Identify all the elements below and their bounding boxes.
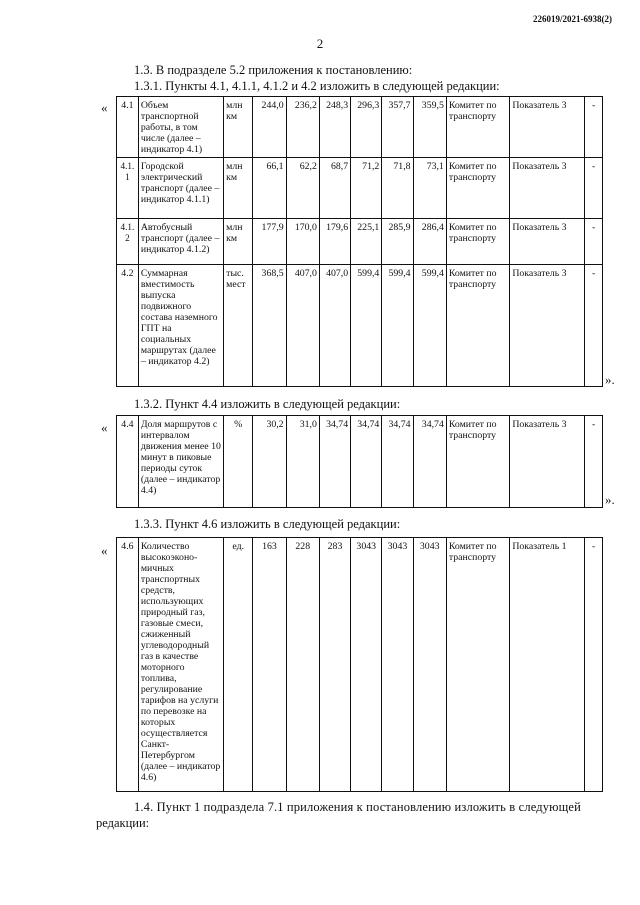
indicator-ref: Показатель 3	[510, 416, 585, 508]
paragraph-1-3: 1.3. В подразделе 5.2 приложения к постановлению:	[134, 63, 413, 77]
unit: тыс. мест	[224, 265, 253, 387]
value-5: 71,8	[382, 158, 413, 219]
value-1: 177,9	[253, 219, 286, 265]
opening-quote: «	[101, 543, 108, 558]
value-5: 3043	[382, 538, 413, 792]
value-2: 31,0	[286, 416, 319, 508]
indicators-table-3	[116, 537, 603, 792]
indicator-name: Городской электрический транспорт (далее – индикатор 4.1.1)	[138, 158, 223, 219]
indicator-ref: Показатель 3	[510, 219, 585, 265]
paragraph-1-4-continuation: редакции:	[96, 816, 150, 830]
row-number: 4.1.2	[117, 219, 139, 265]
table-row	[117, 265, 603, 387]
responsible: Комитет по транспорту	[446, 97, 509, 158]
value-3: 179,6	[319, 219, 350, 265]
value-2: 407,0	[286, 265, 319, 387]
value-2: 170,0	[286, 219, 319, 265]
value-6: 3043	[413, 538, 446, 792]
opening-quote: «	[101, 100, 108, 115]
unit: млн км	[224, 97, 253, 158]
indicator-ref: Показатель 3	[510, 158, 585, 219]
document-id: 226019/2021-6938(2)	[533, 14, 612, 24]
table-row	[117, 219, 603, 265]
value-6: 359,5	[413, 97, 446, 158]
value-4: 225,1	[351, 219, 382, 265]
value-2: 62,2	[286, 158, 319, 219]
indicator-name: Количество высокоэконо-мичных транспортных средств, использующих природный газ, газовые смеси, сжиженный углеводородный газ в качестве моторного топлива, регулирование тарифов на услуги по перевозке на которых осуществляется Санкт-Петербургом (далее – индикатор 4.6)	[138, 538, 223, 792]
last-column: -	[585, 219, 603, 265]
value-4: 34,74	[351, 416, 382, 508]
indicator-ref: Показатель 3	[510, 97, 585, 158]
value-1: 66,1	[253, 158, 286, 219]
paragraph-1-3-2: 1.3.2. Пункт 4.4 изложить в следующей редакции:	[134, 397, 401, 411]
value-3: 68,7	[319, 158, 350, 219]
table-row	[117, 538, 603, 792]
value-6: 599,4	[413, 265, 446, 387]
last-column: -	[585, 265, 603, 387]
row-number: 4.4	[117, 416, 139, 508]
page-number: 2	[316, 36, 324, 51]
indicators-table-1	[116, 96, 603, 387]
value-5: 357,7	[382, 97, 413, 158]
value-3: 34,74	[319, 416, 350, 508]
value-6: 73,1	[413, 158, 446, 219]
closing-quote: ».	[605, 372, 615, 387]
paragraph-1-3-1: 1.3.1. Пункты 4.1, 4.1.1, 4.1.2 и 4.2 изложить в следующей редакции:	[134, 79, 500, 93]
value-2: 236,2	[286, 97, 319, 158]
value-1: 163	[253, 538, 286, 792]
indicator-name: Суммарная вместимость выпуска подвижного состава наземного ГПТ на социальных маршрутах (далее – индикатор 4.2)	[138, 265, 223, 387]
value-1: 244,0	[253, 97, 286, 158]
unit: млн км	[224, 158, 253, 219]
unit: ед.	[224, 538, 253, 792]
responsible: Комитет по транспорту	[446, 265, 509, 387]
indicator-name: Автобусный транспорт (далее – индикатор 4.1.2)	[138, 219, 223, 265]
value-3: 248,3	[319, 97, 350, 158]
value-3: 283	[319, 538, 350, 792]
value-4: 599,4	[351, 265, 382, 387]
table-row	[117, 416, 603, 508]
last-column: -	[585, 97, 603, 158]
responsible: Комитет по транспорту	[446, 158, 509, 219]
value-2: 228	[286, 538, 319, 792]
indicator-name: Доля маршрутов с интервалом движения менее 10 минут в пиковые периоды суток (далее – индикатор 4.4)	[138, 416, 223, 508]
responsible: Комитет по транспорту	[446, 538, 509, 792]
value-4: 71,2	[351, 158, 382, 219]
opening-quote: «	[101, 420, 108, 435]
row-number: 4.1.1	[117, 158, 139, 219]
responsible: Комитет по транспорту	[446, 219, 509, 265]
table-row	[117, 97, 603, 158]
row-number: 4.1	[117, 97, 139, 158]
responsible: Комитет по транспорту	[446, 416, 509, 508]
row-number: 4.2	[117, 265, 139, 387]
last-column: -	[585, 538, 603, 792]
unit: %	[224, 416, 253, 508]
value-6: 34,74	[413, 416, 446, 508]
table-row	[117, 158, 603, 219]
value-3: 407,0	[319, 265, 350, 387]
indicator-ref: Показатель 1	[510, 538, 585, 792]
value-6: 286,4	[413, 219, 446, 265]
value-4: 3043	[351, 538, 382, 792]
last-column: -	[585, 416, 603, 508]
value-5: 285,9	[382, 219, 413, 265]
paragraph-1-3-3: 1.3.3. Пункт 4.6 изложить в следующей редакции:	[134, 517, 401, 531]
value-5: 34,74	[382, 416, 413, 508]
unit: млн км	[224, 219, 253, 265]
value-1: 30,2	[253, 416, 286, 508]
value-5: 599,4	[382, 265, 413, 387]
row-number: 4.6	[117, 538, 139, 792]
indicator-name: Объем транспортной работы, в том числе (далее – индикатор 4.1)	[138, 97, 223, 158]
closing-quote: ».	[605, 492, 615, 507]
last-column: -	[585, 158, 603, 219]
indicator-ref: Показатель 3	[510, 265, 585, 387]
value-1: 368,5	[253, 265, 286, 387]
value-4: 296,3	[351, 97, 382, 158]
indicators-table-2	[116, 415, 603, 508]
paragraph-1-4: 1.4. Пункт 1 подраздела 7.1 приложения к постановлению изложить в следующей	[134, 800, 581, 814]
